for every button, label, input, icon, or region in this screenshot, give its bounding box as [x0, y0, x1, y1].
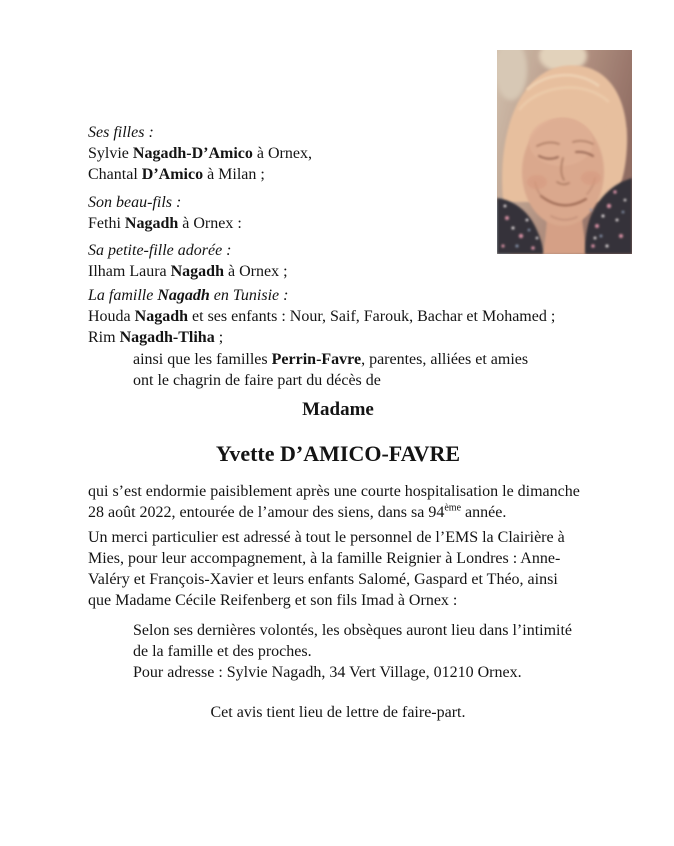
- text-line: [88, 213, 588, 234]
- text-line: [88, 481, 588, 502]
- families-announcement: [133, 349, 588, 391]
- text-segment: Rim: [88, 329, 120, 346]
- text-line: [88, 397, 588, 422]
- text-line: [88, 327, 588, 348]
- text-line: [88, 590, 588, 611]
- text-segment: , parentes, alliées et amies: [361, 351, 529, 368]
- text-line: [88, 164, 588, 185]
- text-segment: ont le chagrin de faire part du décès de: [133, 372, 381, 389]
- relatives-daughters: [88, 122, 588, 185]
- text-line: [88, 122, 588, 143]
- text-line: [88, 143, 588, 164]
- text-segment: 28 août 2022, entourée de l’amour des siens, dans sa 94: [88, 504, 445, 521]
- text-segment: Mies, pour leur accompagnement, à la famille Reignier à Londres : Anne-: [88, 550, 561, 567]
- text-segment: à Ornex ;: [223, 263, 288, 280]
- text-segment: à Milan ;: [203, 166, 265, 183]
- text-segment: Nagadh-Tliha: [119, 329, 215, 346]
- thanks-paragraph: [88, 527, 588, 611]
- deceased-name: [88, 439, 588, 468]
- text-segment: qui s’est endormie paisiblement après une courte hospitalisation le dimanche: [88, 483, 580, 500]
- text-line: [88, 569, 588, 590]
- text-segment: Un merci particulier est adressé à tout le personnel de l’EMS la Clairière à: [88, 529, 565, 546]
- civility-title: [88, 397, 588, 422]
- text-line: [133, 370, 588, 391]
- text-segment: Nagadh: [124, 215, 179, 232]
- text-segment: Nagadh: [170, 263, 224, 280]
- text-segment: année.: [461, 504, 507, 521]
- text-segment: de la famille et des proches.: [133, 643, 312, 660]
- text-segment: La famille: [88, 287, 158, 304]
- relatives-granddaughter: [88, 240, 588, 282]
- text-segment: Nagadh: [157, 287, 210, 304]
- text-segment: Pour adresse : Sylvie Nagadh, 34 Vert Village, 01210 Ornex.: [133, 664, 522, 681]
- text-segment: Madame: [302, 399, 374, 420]
- relatives-family-tunisia: [88, 285, 588, 348]
- text-segment: Son beau-fils :: [88, 194, 182, 211]
- text-segment: Cet avis tient lieu de lettre de faire-part.: [210, 704, 466, 721]
- funeral-arrangements: [133, 620, 588, 683]
- text-line: [133, 641, 588, 662]
- text-segment: Nagadh-D’Amico: [132, 145, 253, 162]
- text-line: [88, 240, 588, 261]
- text-segment: Ilham Laura: [88, 263, 171, 280]
- death-details: [88, 481, 588, 523]
- text-segment: Yvette D’AMICO-FAVRE: [215, 441, 461, 466]
- text-line: [88, 261, 588, 282]
- text-segment: à Ornex,: [252, 145, 312, 162]
- text-segment: Valéry et François-Xavier et leurs enfants Salomé, Gaspard et Théo, ainsi: [88, 571, 558, 588]
- text-segment: Fethi: [88, 215, 125, 232]
- text-line: [133, 620, 588, 641]
- text-segment: Sa petite-fille adorée :: [88, 242, 232, 259]
- text-segment: Chantal: [88, 166, 142, 183]
- text-segment: ;: [214, 329, 224, 346]
- text-line: [88, 502, 588, 523]
- text-segment: Perrin-Favre: [271, 351, 362, 368]
- text-line: [133, 349, 588, 370]
- text-segment: que Madame Cécile Reifenberg et son fils Imad à Ornex :: [88, 592, 458, 609]
- text-segment: en Tunisie :: [209, 287, 289, 304]
- text-segment: ainsi que les familles: [133, 351, 272, 368]
- closing-line: [88, 702, 588, 723]
- text-line: [88, 527, 588, 548]
- text-line: [88, 439, 588, 468]
- announcement-body: [88, 0, 588, 723]
- text-segment: et ses enfants : Nour, Saif, Farouk, Bachar et Mohamed ;: [188, 308, 556, 325]
- text-segment: Sylvie: [88, 145, 133, 162]
- text-line: [88, 285, 588, 306]
- text-segment: à Ornex :: [178, 215, 242, 232]
- text-line: [133, 662, 588, 683]
- relatives-son-in-law: [88, 192, 588, 234]
- text-segment: Houda: [88, 308, 135, 325]
- text-segment: ème: [444, 502, 462, 514]
- text-segment: Selon ses dernières volontés, les obsèques auront lieu dans l’intimité: [133, 622, 573, 639]
- text-line: [88, 306, 588, 327]
- text-segment: Nagadh: [134, 308, 189, 325]
- text-line: [88, 192, 588, 213]
- text-segment: D’Amico: [141, 166, 204, 183]
- text-line: [88, 548, 588, 569]
- text-segment: Ses filles :: [88, 124, 154, 141]
- text-line: [88, 702, 588, 723]
